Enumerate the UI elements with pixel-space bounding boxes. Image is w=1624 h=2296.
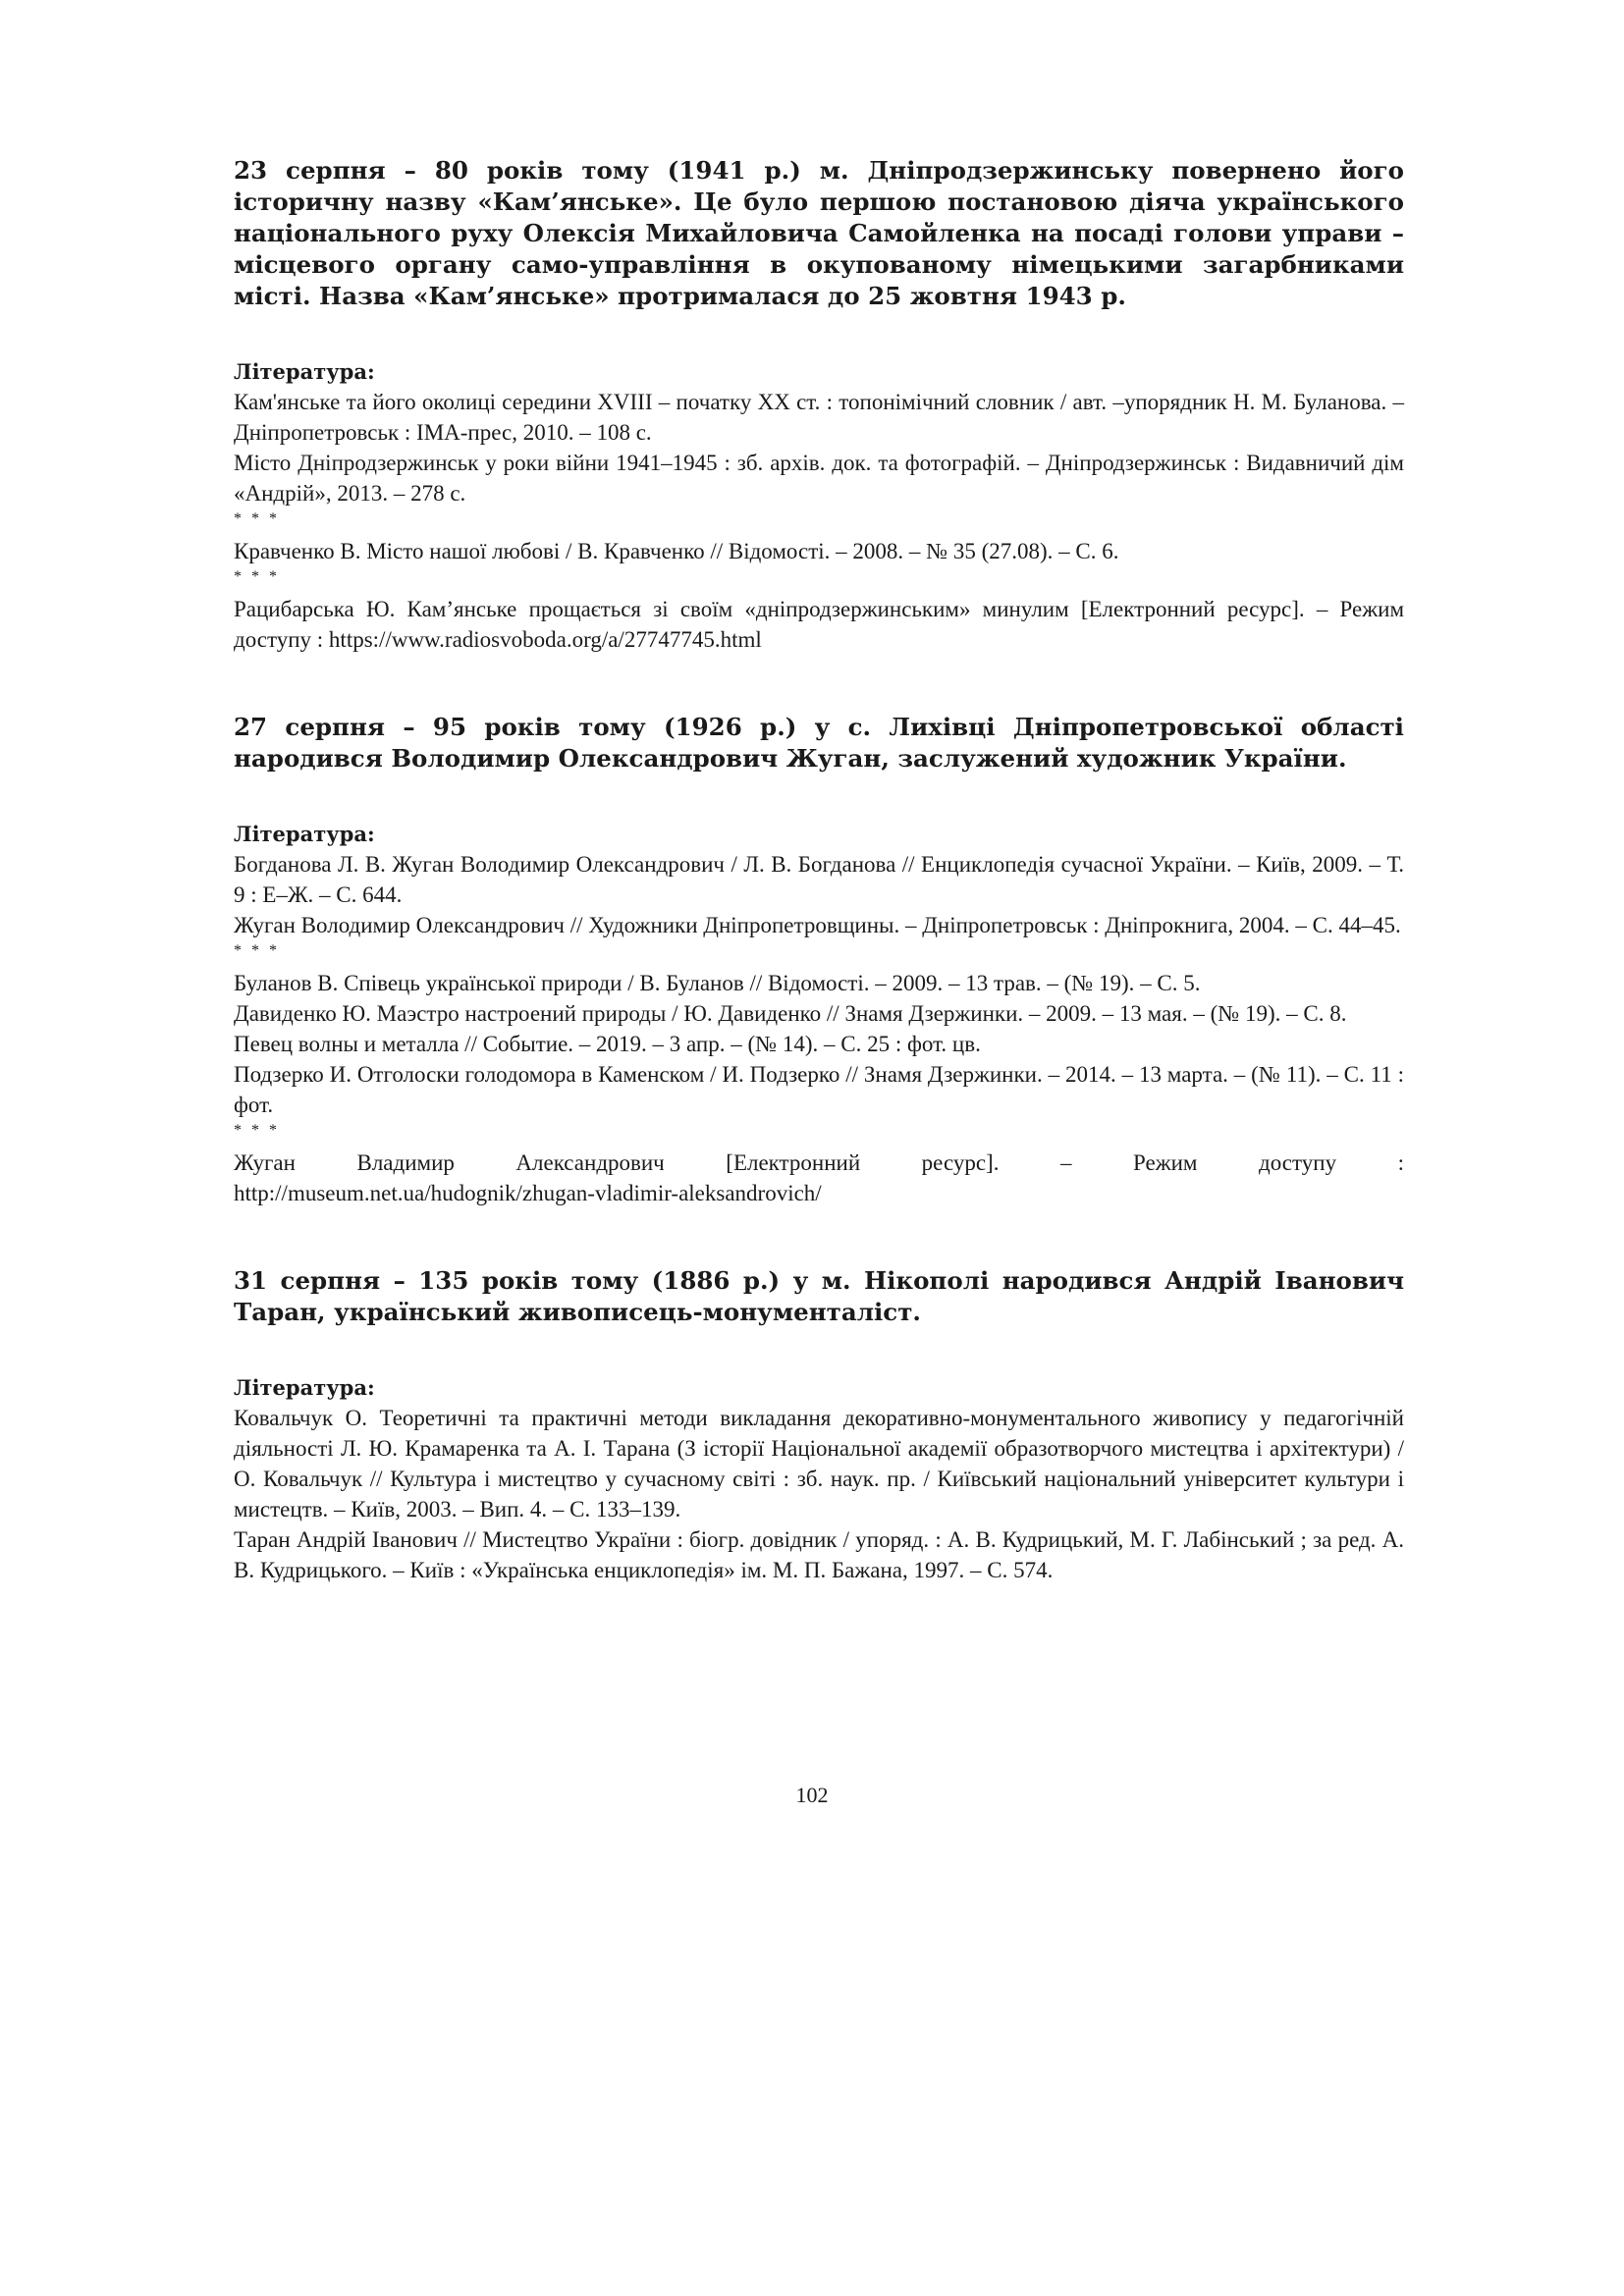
section-heading: 31 серпня – 135 років тому (1886 р.) у м. Нікополі народився Андрій Іванович Таран, український живописець-монументаліст.	[234, 1266, 1404, 1326]
page-number: 102	[795, 1783, 829, 1807]
separator-stars: * * *	[234, 510, 280, 527]
page-content	[234, 155, 1404, 1642]
reference-item-electronic: Жуган Владимир Александрович [Електронний ресурс]. – Режим доступу :	[234, 1150, 1404, 1175]
separator-stars: * * *	[234, 942, 280, 959]
reference-item: Богданова Л. В. Жуган Володимир Олександрович / Л. В. Богданова // Енциклопедія сучасної України. – Київ, 2009. – Т. 9 : Е–Ж. – С. 644.	[234, 852, 1404, 907]
section-heading: 27 серпня – 95 років тому (1926 р.) у с. Лихівці Дніпропетровської області народився Володимир Олександрович Жуган, заслужений художник України.	[234, 713, 1404, 773]
separator-stars: * * *	[234, 1122, 280, 1139]
reference-item: Кравченко В. Місто нашої любові / В. Кравченко // Відомості. – 2008. – № 35 (27.08). – С. 6.	[234, 539, 1119, 563]
reference-item: Буланов В. Співець української природи / В. Буланов // Відомості. – 2009. – 13 трав. – (№ 19). – С. 5.	[234, 971, 1201, 995]
literature-label: Література:	[234, 359, 375, 384]
section-heading: 23 серпня – 80 років тому (1941 р.) м. Дніпродзержинську повернено його історичну назву «Кам’янське». Це було першою постановою діяча українського національного руху Олексія Михайловича Самойленка на посаді голови управи – місцевого органу само-управління в окупованому німецькими загарбниками місті. Назва «Кам’янське» протрималася до 25 жовтня 1943 р.	[234, 156, 1404, 310]
reference-item: Рацибарська Ю. Кам’янське прощається зі своїм «дніпродзержинським» минулим [Електронний ресурс]. – Режим доступу : https://www.radiosvoboda.org/a/27747745.html	[234, 597, 1404, 652]
reference-item: Певец волны и металла // Событие. – 2019. – 3 апр. – (№ 14). – С. 25 : фот. цв.	[234, 1032, 981, 1056]
reference-item: Таран Андрій Іванович // Мистецтво України : біогр. довідник / упоряд. : А. В. Кудрицький, М. Г. Лабінський ; за ред. А. В. Кудрицького. – Київ : «Українська енциклопедія» ім. М. П. Бажана, 1997. – С. 574.	[234, 1527, 1404, 1582]
reference-item: Давиденко Ю. Маэстро настроений природы / Ю. Давиденко // Знамя Дзержинки. – 2009. – 13 мая. – (№ 19). – С. 8.	[234, 1001, 1347, 1026]
reference-item: Жуган Володимир Олександрович // Художники Днiпропетровщины. – Днiпропетровськ : Днiпрокнига, 2004. – С. 44–45.	[234, 913, 1401, 937]
reference-item: Подзерко И. Отголоски голодомора в Каменском / И. Подзерко // Знамя Дзержинки. – 2014. – 13 марта. – (№ 11). – С. 11 : фот.	[234, 1062, 1404, 1117]
reference-item: Ковальчук О. Теоретичні та практичні методи викладання декоративно-монументального живопису у педагогічній діяльності Л. Ю. Крамаренка та А. І. Тарана (З історії Національної академії образотворчого мистецтва і архітектури) / О. Ковальчук // Культура і мистецтво у сучасному світі : зб. наук. пр. / Київський національний університет культури і мистецтв. – Київ, 2003. – Вип. 4. – С. 133–139.	[234, 1406, 1404, 1522]
section-1	[234, 155, 1404, 655]
literature-label: Література:	[234, 822, 375, 846]
reference-item: Місто Дніпродзержинськ у роки війни 1941–1945 : зб. архів. док. та фотографій. – Дніпродзержинськ : Видавничий дім «Андрій», 2013. – 278 с.	[234, 451, 1404, 506]
separator-stars: * * *	[234, 568, 280, 585]
reference-url: http://museum.net.ua/hudognik/zhugan-vladimir-aleksandrovich/	[234, 1181, 822, 1205]
section-2	[234, 712, 1404, 1208]
section-3	[234, 1265, 1404, 1585]
literature-label: Література:	[234, 1375, 375, 1400]
reference-item: Кам'янське та його околиці середини XVIII – початку XX ст. : топонімічний словник / авт. –упорядник Н. М. Буланова. – Дніпропетровськ : ІМА-прес, 2010. – 108 с.	[234, 390, 1404, 445]
